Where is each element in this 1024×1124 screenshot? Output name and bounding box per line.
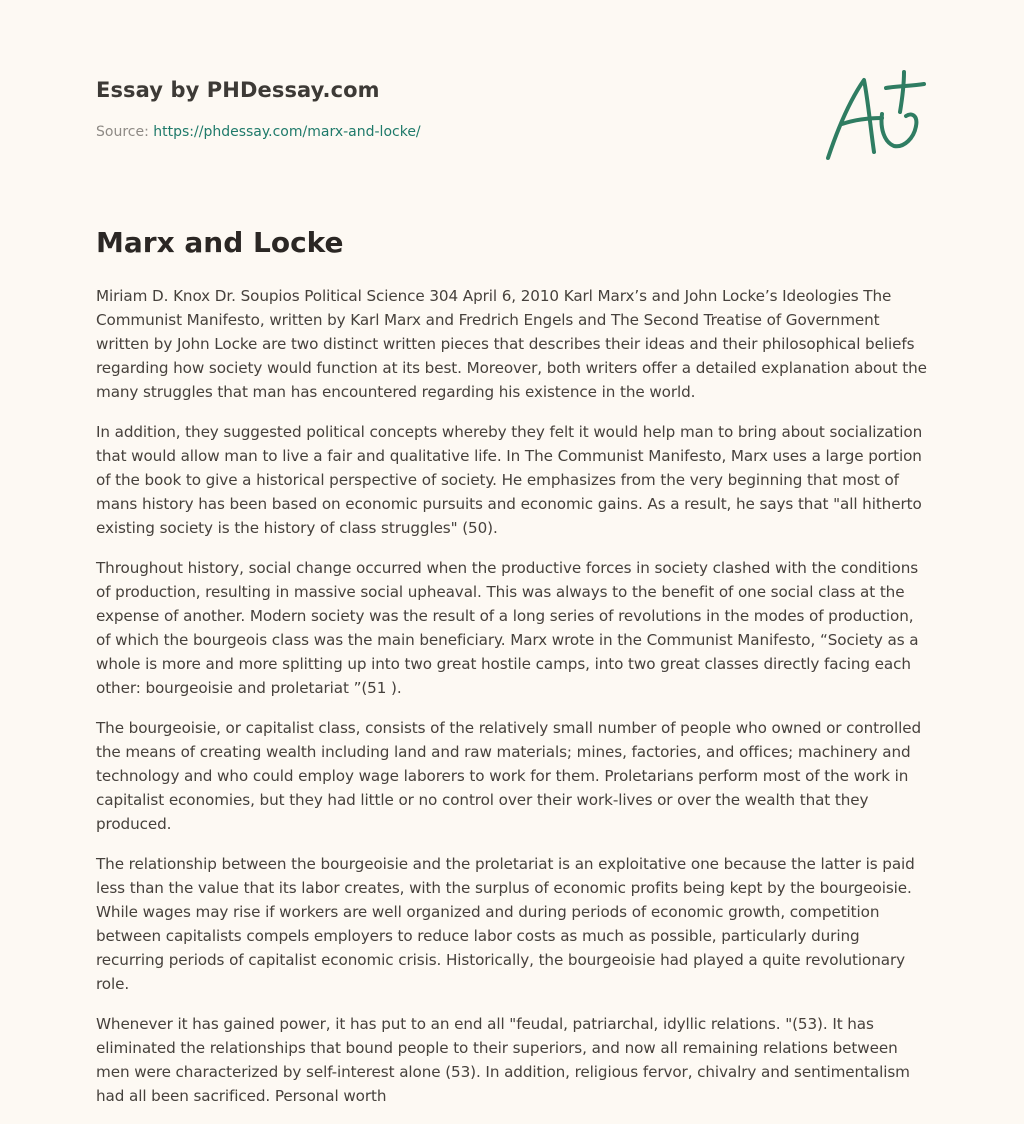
paragraph: Throughout history, social change occurred when the productive forces in society clashed with the conditions of production, resulting in massive social upheaval. This was always to the benefit of one social class at the expense of another. Modern society was the result of a long series of revolutions in the modes of production, of which the bourgeois class was the main beneficiary. Marx wrote in the Communist Manifesto, “Society as a whole is more and more splitting up into two great hostile camps, into two great classes directly facing each other: bourgeoisie and proletariat ”(51 ).	[96, 559, 919, 697]
essay-title: Marx and Locke	[96, 226, 344, 259]
paragraph: In addition, they suggested political concepts whereby they felt it would help man to bring about socialization that would allow man to live a fair and qualitative life. In The Communist Manifesto, Marx uses a large portion of the book to give a historical perspective of society. He emphasizes from the very beginning that most of mans history has been based on economic pursuits and economic gains. As a result, he says that "all hitherto existing society is the history of class struggles" (50).	[96, 423, 923, 537]
brand-title: Essay by PHDessay.com	[96, 78, 380, 102]
paragraph: The bourgeoisie, or capitalist class, consists of the relatively small number of people who owned or controlled the means of creating wealth including land and raw materials; mines, factories, and offices; machinery and technology and who could employ wage laborers to work for them. Proletarians perform most of the work in capitalist economies, but they had little or no control over their work-lives or over the wealth that they produced.	[96, 719, 922, 833]
paragraph: The relationship between the bourgeoisie and the proletariat is an exploitative one because the latter is paid less than the value that its labor creates, with the surplus of economic profits being kept by the bourgeoisie. While wages may rise if workers are well organized and during periods of economic growth, competition between capitalists compels employers to reduce labor costs as much as possible, particularly during recurring periods of capitalist economic crisis. Historically, the bourgeoisie had played a quite revolutionary role.	[96, 855, 915, 993]
paragraph: Miriam D. Knox Dr. Soupios Political Science 304 April 6, 2010 Karl Marx’s and John Locke’s Ideologies The Communist Manifesto, written by Karl Marx and Fredrich Engels and The Second Treatise of Government written by John Locke are two distinct written pieces that describes their ideas and their philosophical beliefs regarding how society would function at its best. Moreover, both writers offer a detailed explanation about the many struggles that man has encountered regarding his existence in the world.	[96, 287, 927, 401]
essay-body	[96, 284, 930, 1124]
paragraph: Whenever it has gained power, it has put to an end all "feudal, patriarchal, idyllic relations. "(53). It has eliminated the relationships that bound people to their superiors, and now all remaining relations between men were characterized by self-interest alone (53). In addition, religious fervor, chivalry and sentimentalism had all been sacrificed. Personal worth	[96, 1015, 910, 1105]
page-header	[96, 0, 928, 200]
source-link[interactable]: https://phdessay.com/marx-and-locke/	[153, 124, 421, 140]
a-plus-logo-icon	[820, 66, 930, 166]
source-line	[96, 124, 421, 140]
source-label: Source:	[96, 124, 154, 140]
